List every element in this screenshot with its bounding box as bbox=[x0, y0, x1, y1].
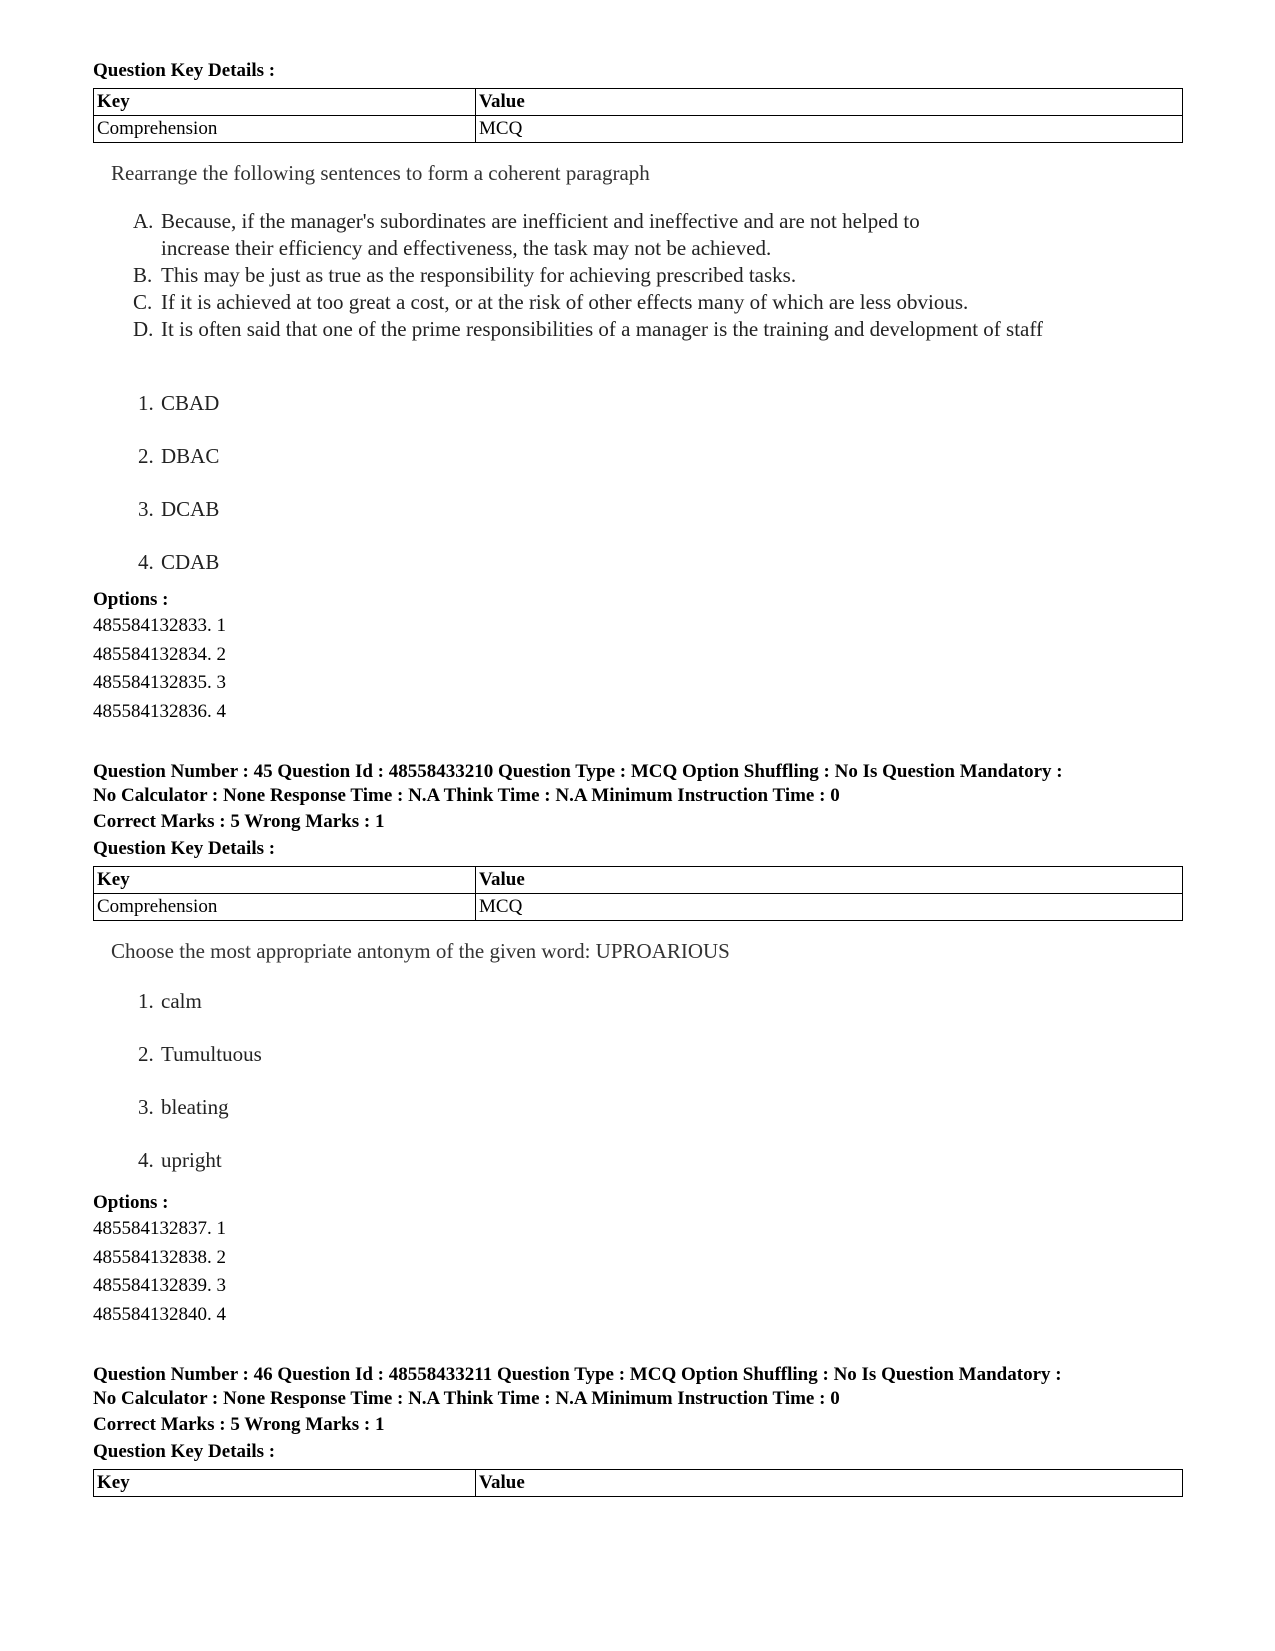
choice-text: upright bbox=[161, 1148, 222, 1172]
key-details-table bbox=[93, 88, 1183, 143]
choice-number: 2. bbox=[138, 1042, 154, 1066]
table-cell-key: Comprehension bbox=[94, 894, 476, 921]
table-row bbox=[94, 116, 1183, 143]
statement-text: If it is achieved at too great a cost, or at the risk of other effects many of which are less obvious. bbox=[161, 290, 969, 314]
options-list bbox=[93, 1215, 1183, 1329]
choice-text: bleating bbox=[161, 1095, 229, 1119]
choice-number: 1. bbox=[138, 391, 154, 415]
question-header-line: No Calculator : None Response Time : N.A Think Time : N.A Minimum Instruction Time : 0 bbox=[93, 1388, 840, 1409]
choice-number: 4. bbox=[138, 1148, 154, 1172]
choice-text: calm bbox=[161, 989, 202, 1013]
statement-item bbox=[133, 262, 1193, 289]
choice-number: 1. bbox=[138, 989, 154, 1013]
option-item: 485584132838. 2 bbox=[93, 1246, 226, 1268]
key-details-table bbox=[93, 866, 1183, 921]
choice-number: 3. bbox=[138, 497, 154, 521]
marks-line: Correct Marks : 5 Wrong Marks : 1 bbox=[93, 1414, 385, 1435]
question-header-line: No Calculator : None Response Time : N.A Think Time : N.A Minimum Instruction Time : 0 bbox=[93, 785, 840, 806]
option-item: 485584132840. 4 bbox=[93, 1303, 226, 1325]
key-details-label: Question Key Details : bbox=[93, 838, 276, 859]
statement-text: It is often said that one of the prime responsibilities of a manager is the training and development of staff bbox=[161, 317, 1043, 341]
statement-letter: A. bbox=[133, 209, 154, 233]
choice-number: 3. bbox=[138, 1095, 154, 1119]
table-header-row bbox=[94, 867, 1183, 894]
statement-letter: D. bbox=[133, 317, 154, 341]
options-label: Options : bbox=[93, 589, 169, 610]
option-item: 485584132839. 3 bbox=[93, 1275, 226, 1296]
choice-list bbox=[138, 988, 1228, 1200]
choice-item bbox=[138, 1094, 1228, 1147]
option-item: 485584132837. 1 bbox=[93, 1218, 226, 1239]
statement-letter: C. bbox=[133, 290, 153, 314]
option-item: 485584132834. 2 bbox=[93, 643, 226, 665]
choice-text: Tumultuous bbox=[161, 1042, 262, 1066]
question-header-line: Question Number : 45 Question Id : 48558433210 Question Type : MCQ Option Shuffling : No Is Question Mandatory : bbox=[93, 761, 1063, 782]
choice-text: CBAD bbox=[161, 391, 220, 415]
option-item: 485584132836. 4 bbox=[93, 700, 226, 722]
choice-number: 4. bbox=[138, 550, 154, 574]
table-header-value: Value bbox=[476, 867, 1183, 894]
options-list bbox=[93, 612, 1183, 726]
choice-item bbox=[138, 390, 1228, 443]
statement-item bbox=[133, 316, 1193, 343]
question-text: Choose the most appropriate antonym of the given word: UPROARIOUS bbox=[111, 939, 730, 963]
table-cell-key: Comprehension bbox=[94, 116, 476, 143]
question-text: Rearrange the following sentences to form a coherent paragraph bbox=[111, 161, 650, 185]
statement-item bbox=[133, 208, 1193, 262]
table-cell-value: MCQ bbox=[476, 116, 1183, 143]
key-details-label: Question Key Details : bbox=[93, 1441, 276, 1462]
choice-text: CDAB bbox=[161, 550, 220, 574]
statement-list bbox=[133, 208, 1193, 343]
option-item: 485584132833. 1 bbox=[93, 615, 226, 636]
key-details-table bbox=[93, 1469, 1183, 1497]
option-item: 485584132835. 3 bbox=[93, 672, 226, 693]
table-header-value: Value bbox=[476, 89, 1183, 116]
key-details-label: Question Key Details : bbox=[93, 60, 276, 81]
question-header bbox=[93, 760, 1183, 808]
table-header-key: Key bbox=[94, 1470, 476, 1497]
table-header-row bbox=[94, 89, 1183, 116]
table-cell-value: MCQ bbox=[476, 894, 1183, 921]
statement-letter: B. bbox=[133, 263, 153, 287]
table-header-value: Value bbox=[476, 1470, 1183, 1497]
choice-number: 2. bbox=[138, 444, 154, 468]
statement-text: Because, if the manager's subordinates are inefficient and ineffective and are not helped to increase their efficiency and effectiveness, the task may not be achieved. bbox=[161, 209, 920, 260]
table-row bbox=[94, 894, 1183, 921]
choice-list bbox=[138, 390, 1228, 602]
choice-text: DBAC bbox=[161, 444, 220, 468]
marks-line: Correct Marks : 5 Wrong Marks : 1 bbox=[93, 811, 385, 832]
choice-item bbox=[138, 443, 1228, 496]
statement-text: This may be just as true as the responsibility for achieving prescribed tasks. bbox=[161, 263, 797, 287]
table-header-key: Key bbox=[94, 89, 476, 116]
table-header-row bbox=[94, 1470, 1183, 1497]
question-header-line: Question Number : 46 Question Id : 48558433211 Question Type : MCQ Option Shuffling : No Is Question Mandatory : bbox=[93, 1364, 1062, 1385]
choice-item bbox=[138, 1041, 1228, 1094]
choice-item bbox=[138, 988, 1228, 1041]
options-label: Options : bbox=[93, 1192, 169, 1213]
question-header bbox=[93, 1363, 1183, 1411]
table-header-key: Key bbox=[94, 867, 476, 894]
choice-item bbox=[138, 496, 1228, 549]
statement-item bbox=[133, 289, 1193, 316]
choice-text: DCAB bbox=[161, 497, 220, 521]
